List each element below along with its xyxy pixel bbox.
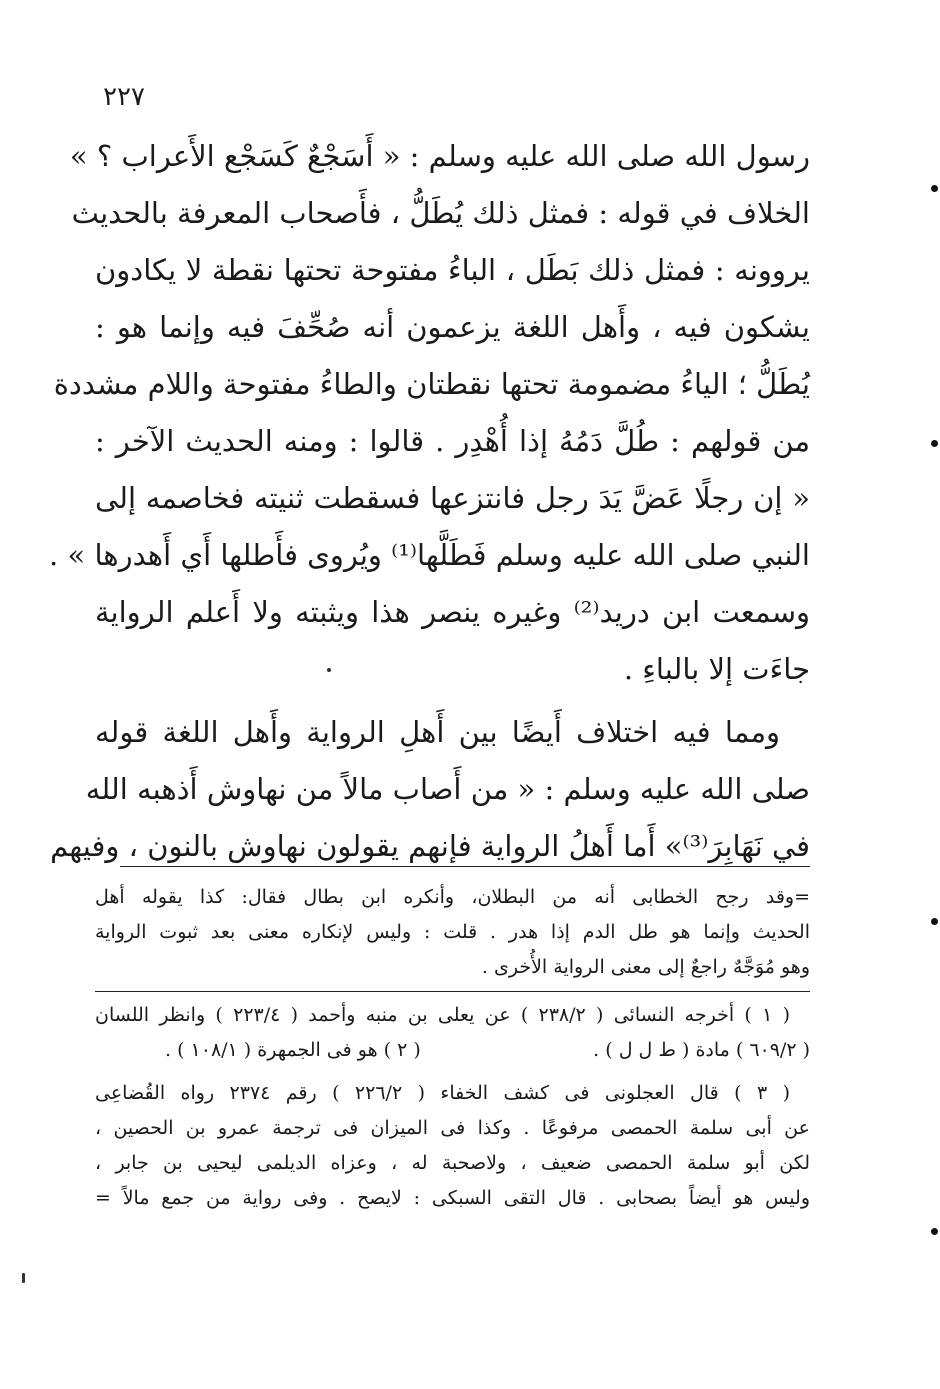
text-line: الخلاف في قوله : فمثل ذلك يُطَلُّ ، فأَصحاب المعرفة بالحديث: [71, 196, 810, 230]
text-line: النبي صلى الله عليه وسلم فَطَلَّها⁽¹⁾ ويُروى فأَطلها أَي أَهدرها » .: [49, 538, 810, 572]
text-line: يُطَلُّ ؛ الياءُ مضمومة تحتها نقطتان والطاءُ مفتوحة واللام مشددة: [53, 367, 810, 401]
footnote-continuation-line: الحديث وإنما هو طل الدم إذا هدر . قلت : وليس لإنكاره معنى بعد ثبوت الرواية: [95, 921, 810, 943]
page-number: ٢٢٧: [103, 82, 145, 112]
margin-speck: [931, 185, 938, 192]
footnote-3: ( ٣ ) قال العجلونى فى كشف الخفاء ( ٢٢٦/٢ ) رقم ٢٣٧٤ رواه القُضاعِى: [95, 1082, 790, 1104]
paper-speck: [327, 668, 331, 672]
margin-speck: [931, 1228, 938, 1235]
text-line: جاءَت إلا بالباءِ .: [623, 652, 810, 686]
main-text: [49, 128, 810, 875]
margin-speck: [931, 440, 938, 447]
footnote-2: ( ٢ ) هو فى الجمهرة ( ١٠٨/١ ) .: [165, 1039, 421, 1061]
text-line: ومما فيه اختلاف أَيضًا بين أَهلِ الرواية وأَهل اللغة قوله: [95, 715, 780, 749]
footnotes: [95, 880, 810, 1216]
margin-speck: [931, 918, 938, 925]
text-footnote-separator: [120, 866, 810, 867]
footnote-3-line: لكن أبو سلمة الحمصى ضعيف ، ولاصحبة له ، وعزاه الديلمى ليحيى بن جابر ،: [95, 1152, 810, 1174]
text-line: من قولهم : طُلَّ دَمُهُ إذا أُهْدِر . قالوا : ومنه الحديث الآخر :: [95, 424, 810, 458]
footnote-3-line: وليس هو أيضاً بصحابى . قال التقى السبكى : لايصح . وفى رواية من جمع مالاً =: [95, 1187, 810, 1209]
text-line: رسول الله صلى الله عليه وسلم : « أَسَجْعٌ كَسَجْع الأَعراب ؟ »: [69, 139, 810, 173]
footnote-1: ( ١ ) أخرجه النسائى ( ٢٣٨/٢ ) عن يعلى بن منبه وأحمد ( ٢٢٣/٤ ) وانظر اللسان: [95, 1004, 790, 1026]
footnote-continuation-line: =وقد رجح الخطابى أنه من البطلان، وأنكره ابن بطال فقال: كذا يقوله أهل: [95, 886, 810, 908]
text-line: في نَهَابِرَ⁽³⁾» أَما أَهلُ الرواية فإنهم يقولون نهاوش بالنون ، وفيهم: [50, 829, 810, 863]
footnote-pair-line: [95, 1033, 810, 1068]
text-line: « إن رجلًا عَضَّ يَدَ رجل فانتزعها فسقطت ثنيته فخاصمه إلى: [95, 481, 810, 515]
footnote-3-line: عن أبى سلمة الحمصى مرفوعًا . وكذا فى الميزان فى ترجمة عمرو بن الحصين ،: [95, 1117, 810, 1139]
text-line: يروونه : فمثل ذلك بَطَل ، الباءُ مفتوحة تحتها نقطة لا يكادون: [95, 253, 810, 287]
footnote-rule: [95, 991, 810, 992]
text-line: صلى الله عليه وسلم : « من أَصاب مالاً من نهاوش أَذهبه الله: [85, 772, 810, 806]
footnote-continuation-line: وهو مُوَجَّهٌ راجعٌ إلى معنى الرواية الأُخرى .: [481, 956, 810, 978]
text-line: يشكون فيه ، وأَهل اللغة يزعمون أنه صُحِّفَ فيه وإنما هو :: [95, 310, 810, 344]
text-line: وسمعت ابن دريد⁽²⁾ وغيره ينصر هذا ويثبته ولا أَعلم الرواية: [95, 595, 810, 629]
footnote-1-tail: ( ٦٠٩/٢ ) مادة ( ط ل ل ) .: [593, 1039, 810, 1061]
paper-speck: [22, 1273, 25, 1283]
